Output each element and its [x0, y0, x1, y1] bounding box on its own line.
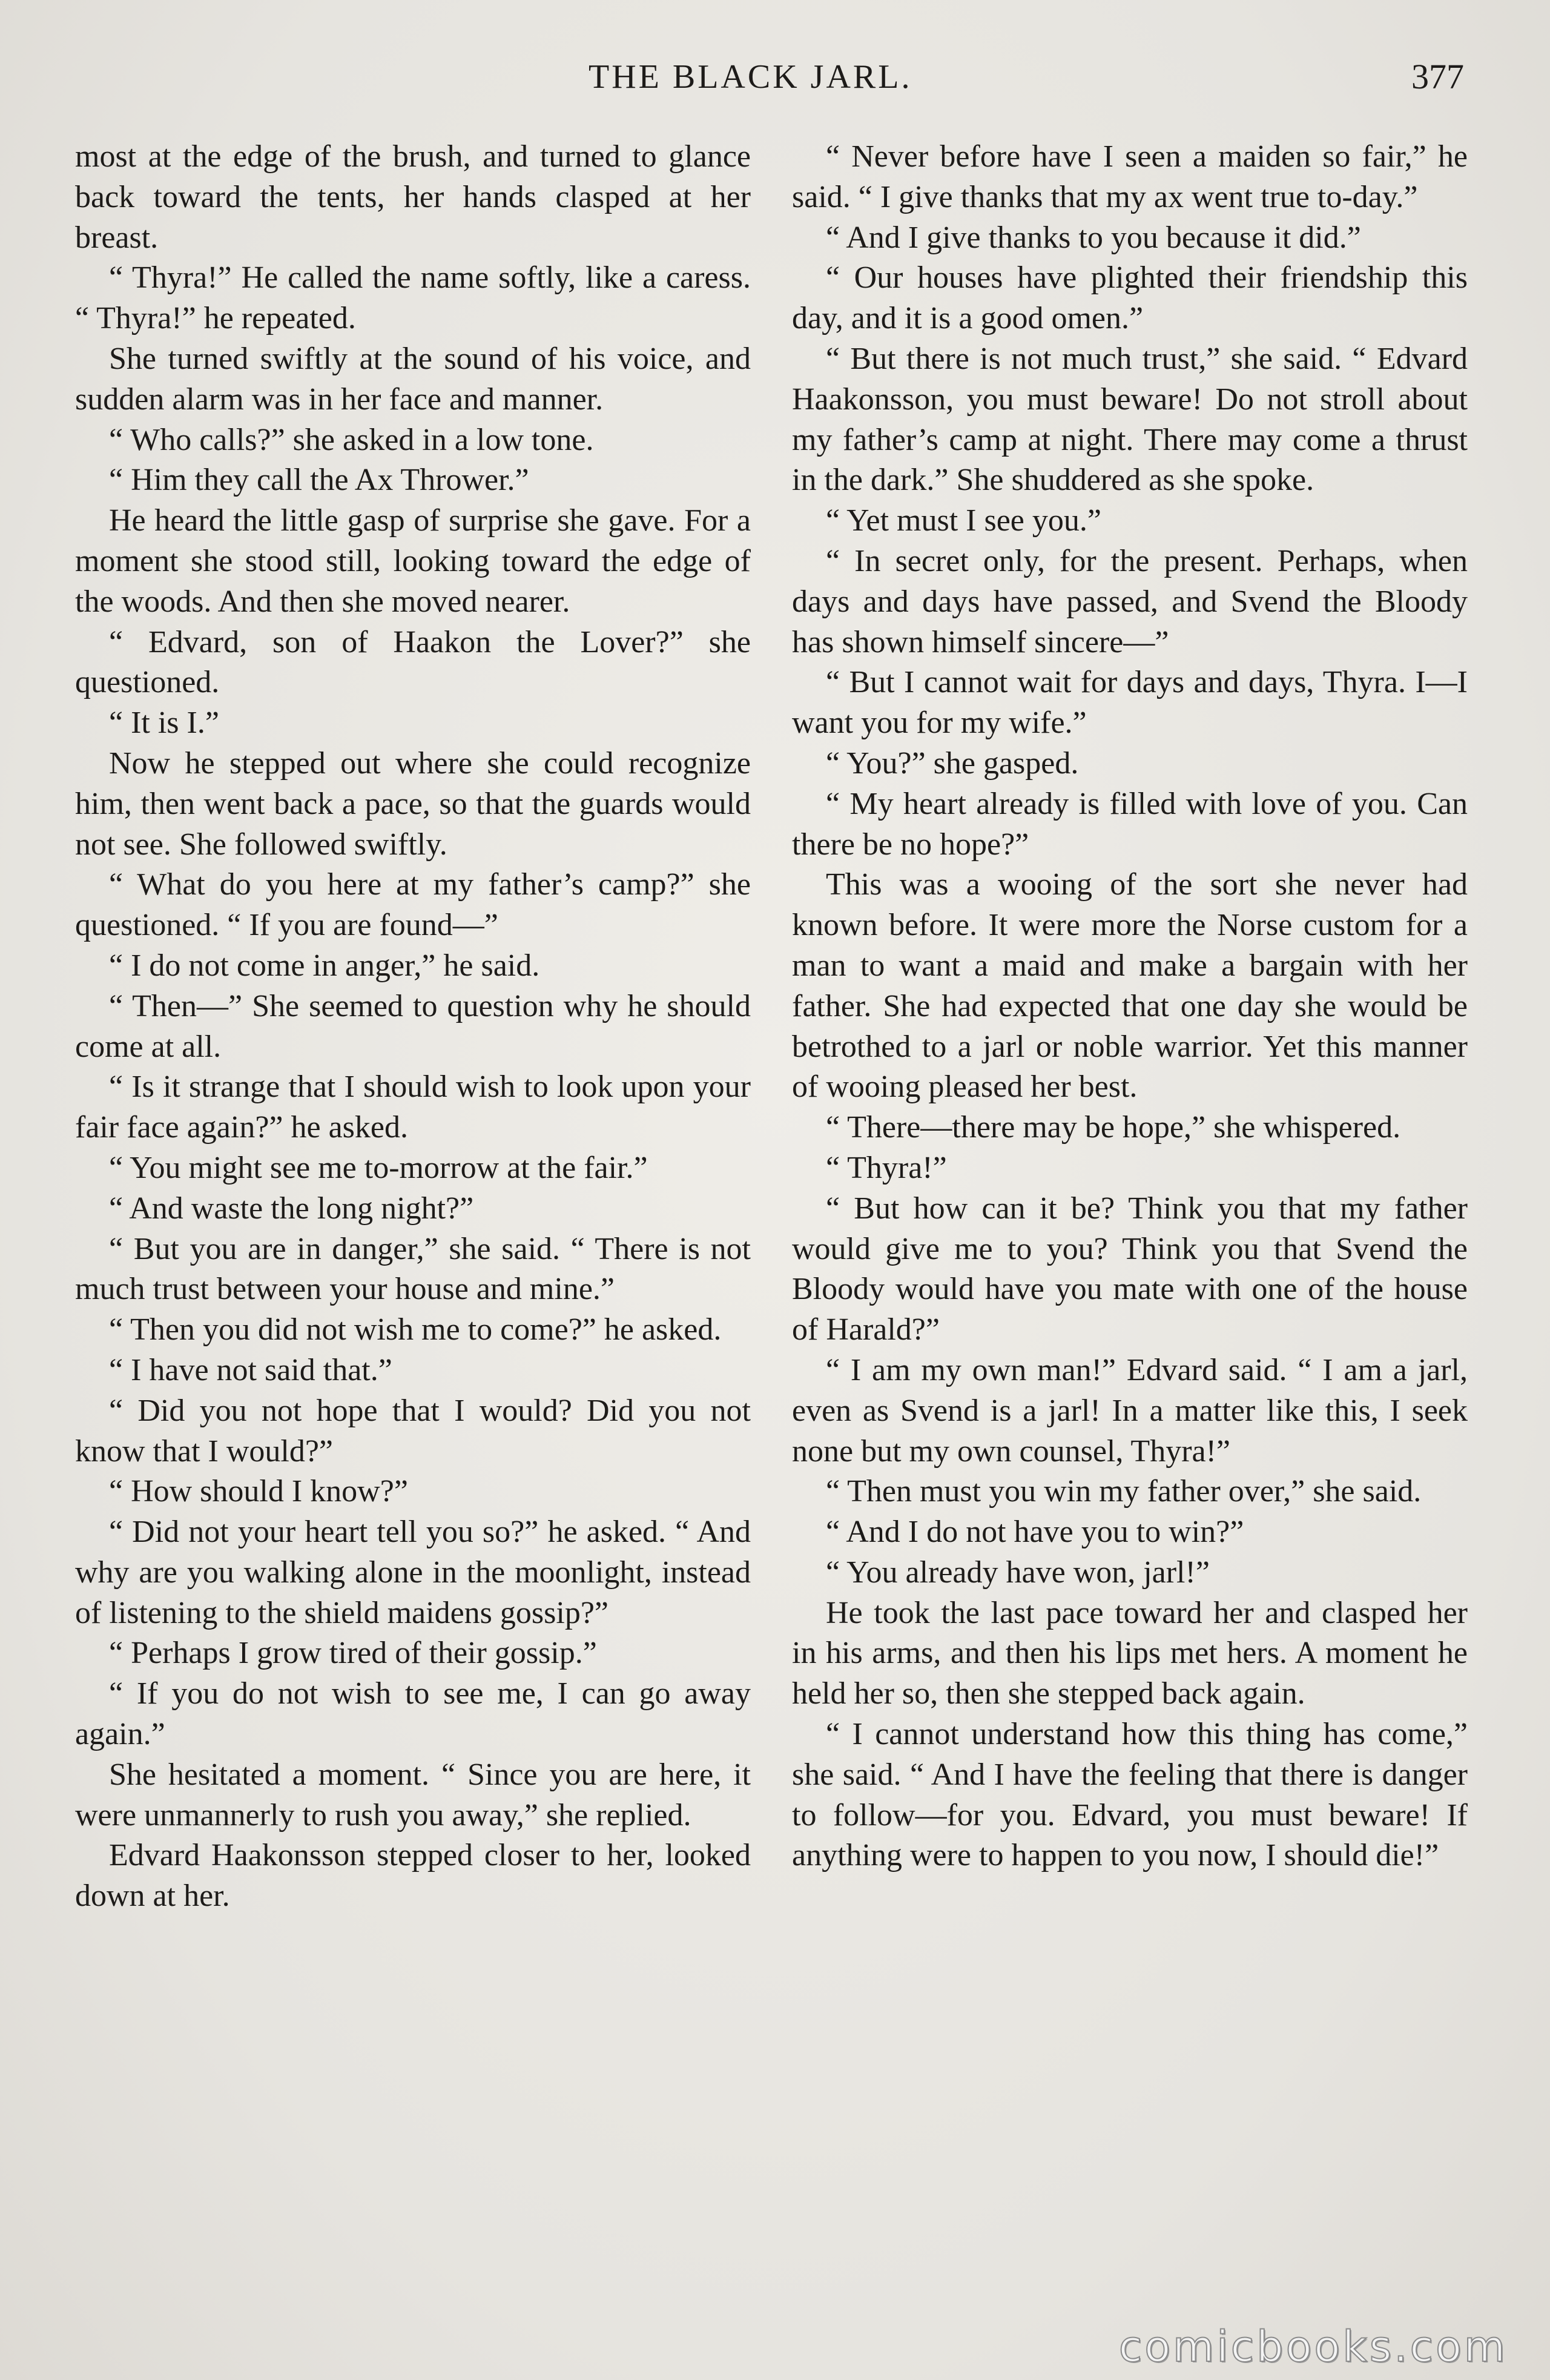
paragraph: “ I have not said that.”	[109, 1352, 392, 1387]
paragraph: “ Then—” She seemed to question why he should come at all.	[75, 988, 751, 1064]
paragraph: “ What do you here at my father’s camp?” she questioned. “ If you are found—”	[75, 867, 751, 943]
left-column	[75, 137, 751, 1917]
paragraph: He heard the little gasp of surprise she gave. For a moment she stood still, looking toward the edge of the woods. And then she moved nearer.	[75, 503, 751, 619]
paragraph: Edvard Haakonsson stepped closer to her, looked down at her.	[75, 1838, 751, 1914]
paragraph: “ But you are in danger,” she said. “ There is not much trust between your house and mine.”	[75, 1231, 751, 1307]
paragraph: “ Did not your heart tell you so?” he asked. “ And why are you walking alone in the moonlight, instead of listening to the shield maidens gossip?”	[75, 1515, 751, 1630]
paragraph: “ Thyra!”	[826, 1150, 947, 1185]
paragraph: He took the last pace toward her and clasped her in his arms, and then his lips met hers. A moment he held her so, then she stepped back again.	[792, 1595, 1468, 1711]
right-column	[792, 137, 1468, 1876]
paragraph: “ Who calls?” she asked in a low tone.	[109, 422, 594, 457]
paragraph: She hesitated a moment. “ Since you are here, it were unmannerly to rush you away,” she replied.	[75, 1757, 751, 1833]
paragraph: “ Our houses have plighted their friendship this day, and it is a good omen.”	[792, 260, 1468, 336]
paragraph: “ I cannot understand how this thing has come,” she said. “ And I have the feeling that there is danger to follow—for you. Edvard, you must beware! If anything were to happen to you now, I should die!”	[792, 1717, 1468, 1873]
paragraph: She turned swiftly at the sound of his voice, and sudden alarm was in her face and manner.	[75, 341, 751, 417]
paragraph: most at the edge of the brush, and turned to glance back toward the tents, her hands clasped at her breast.	[75, 139, 751, 255]
paragraph: “ Did you not hope that I would? Did you not know that I would?”	[75, 1393, 751, 1469]
paragraph: “ Then must you win my father over,” she said.	[826, 1474, 1422, 1509]
paragraph: “ Edvard, son of Haakon the Lover?” she questioned.	[75, 624, 751, 700]
paragraph: “ Perhaps I grow tired of their gossip.”	[109, 1636, 597, 1671]
watermark: comicbooks.com	[1118, 2322, 1508, 2372]
paragraph: “ But I cannot wait for days and days, Thyra. I—I want you for my wife.”	[792, 665, 1468, 741]
paragraph: “ If you do not wish to see me, I can go away again.”	[75, 1676, 751, 1752]
paragraph: “ Then you did not wish me to come?” he asked.	[109, 1312, 722, 1347]
paragraph: “ How should I know?”	[109, 1474, 408, 1509]
paragraph: “ You?” she gasped.	[826, 745, 1079, 781]
paragraph: “ Yet must I see you.”	[826, 503, 1101, 538]
paragraph: “ There—there may be hope,” she whispered.	[826, 1110, 1401, 1145]
paragraph: “ You already have won, jarl!”	[826, 1555, 1210, 1590]
paragraph: “ In secret only, for the present. Perhaps, when days and days have passed, and Svend the Bloody has shown himself sincere—”	[792, 543, 1468, 659]
paragraph: “ And I do not have you to win?”	[826, 1515, 1244, 1550]
paragraph: “ I am my own man!” Edvard said. “ I am a jarl, even as Svend is a jarl! In a matter like this, I seek none but my own counsel, Thyra!”	[792, 1352, 1468, 1469]
paragraph: “ But how can it be? Think you that my father would give me to you? Think you that Svend the Bloody would have you mate with one of the house of Harald?”	[792, 1191, 1468, 1347]
page-number: 377	[1411, 57, 1464, 96]
paragraph: “ My heart already is filled with love of you. Can there be no hope?”	[792, 786, 1468, 862]
paragraph: “ But there is not much trust,” she said. “ Edvard Haakonsson, you must beware! Do not stroll about my father’s camp at night. There may come a thrust in the dark.” She shuddered as she spoke.	[792, 341, 1468, 498]
paragraph: “ Thyra!” He called the name softly, like a caress. “ Thyra!” he repeated.	[75, 260, 751, 336]
paragraph: “ Is it strange that I should wish to look upon your fair face again?” he asked.	[75, 1069, 751, 1145]
running-title: THE BLACK JARL.	[589, 58, 912, 96]
running-header	[0, 50, 1550, 104]
paragraph: Now he stepped out where she could recognize him, then went back a pace, so that the guards would not see. She followed swiftly.	[75, 745, 751, 862]
paragraph: “ It is I.”	[109, 706, 219, 741]
paragraph: “ Never before have I seen a maiden so fair,” he said. “ I give thanks that my ax went true to-day.”	[792, 139, 1468, 214]
paragraph: “ Him they call the Ax Thrower.”	[109, 463, 529, 498]
paragraph: This was a wooing of the sort she never had known before. It were more the Norse custom for a man to want a maid and make a bargain with her father. She had expected that one day she would be betrothed to a jarl or noble warrior. Yet this manner of wooing pleased her best.	[792, 867, 1468, 1105]
paragraph: “ You might see me to-morrow at the fair.”	[109, 1150, 648, 1185]
paragraph: “ And I give thanks to you because it did.”	[826, 220, 1361, 255]
paragraph: “ I do not come in anger,” he said.	[109, 948, 540, 983]
paragraph: “ And waste the long night?”	[109, 1191, 474, 1226]
